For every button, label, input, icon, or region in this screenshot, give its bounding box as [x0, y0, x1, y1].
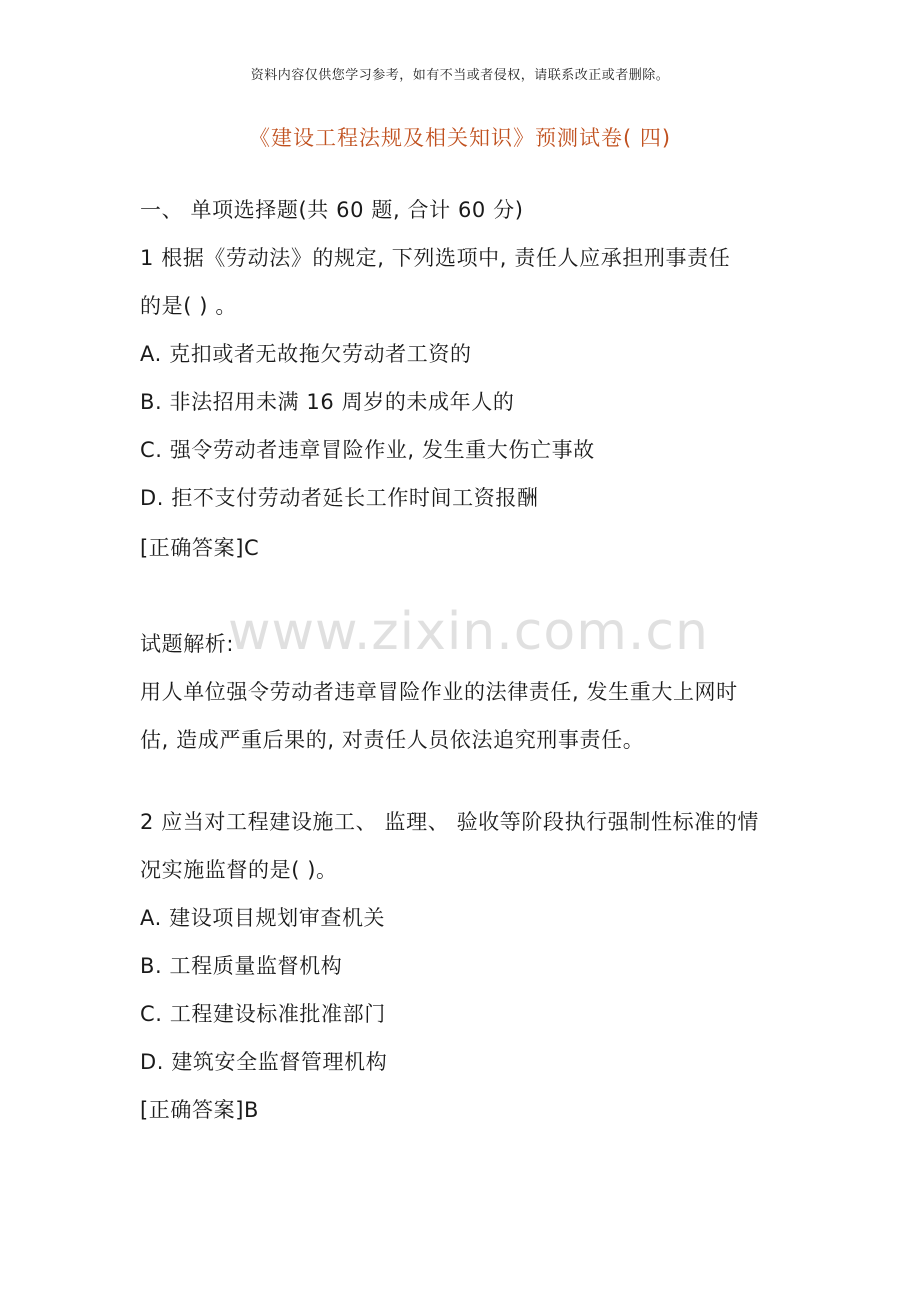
question-2-option-c: C. 工程建设标准批准部门	[140, 1002, 386, 1026]
document-title: 《建设工程法规及相关知识》预测试卷( 四)	[248, 126, 672, 150]
question-1-option-c: C. 强令劳动者违章冒险作业, 发生重大伤亡事故	[140, 438, 595, 462]
question-1-option-b: B. 非法招用未满 16 周岁的未成年人的	[140, 390, 515, 414]
header-disclaimer: 资料内容仅供您学习参考，如有不当或者侵权，请联系改正或者删除。	[250, 68, 670, 83]
question-1-analysis-line-2: 估, 造成严重后果的, 对责任人员依法追究刑事责任。	[140, 728, 645, 752]
question-2-option-a: A. 建设项目规划审查机关	[140, 906, 386, 930]
question-1-analysis-line-1: 用人单位强令劳动者违章冒险作业的法律责任, 发生重大上网时	[140, 680, 738, 704]
question-2-answer: [正确答案]B	[140, 1098, 259, 1122]
question-1-analysis-label: 试题解析:	[140, 632, 235, 656]
section-heading: 一、 单项选择题(共 60 题, 合计 60 分)	[140, 198, 524, 222]
question-1-option-d: D. 拒不支付劳动者延长工作时间工资报酬	[140, 486, 539, 510]
question-1-stem-line-1: 1 根据《劳动法》的规定, 下列选项中, 责任人应承担刑事责任	[140, 246, 731, 270]
question-2-stem-line-1: 2 应当对工程建设施工、 监理、 验收等阶段执行强制性标准的情	[140, 810, 759, 834]
question-1-answer: [正确答案]C	[140, 536, 260, 560]
question-2-option-d: D. 建筑安全监督管理机构	[140, 1050, 388, 1074]
question-2-stem-line-2: 况实施监督的是( )。	[140, 858, 338, 882]
watermark: www.zixin.com.cn	[228, 602, 709, 662]
question-2-option-b: B. 工程质量监督机构	[140, 954, 343, 978]
question-1-stem-line-2: 的是( ) 。	[140, 294, 237, 318]
question-1-option-a: A. 克扣或者无故拖欠劳动者工资的	[140, 342, 472, 366]
